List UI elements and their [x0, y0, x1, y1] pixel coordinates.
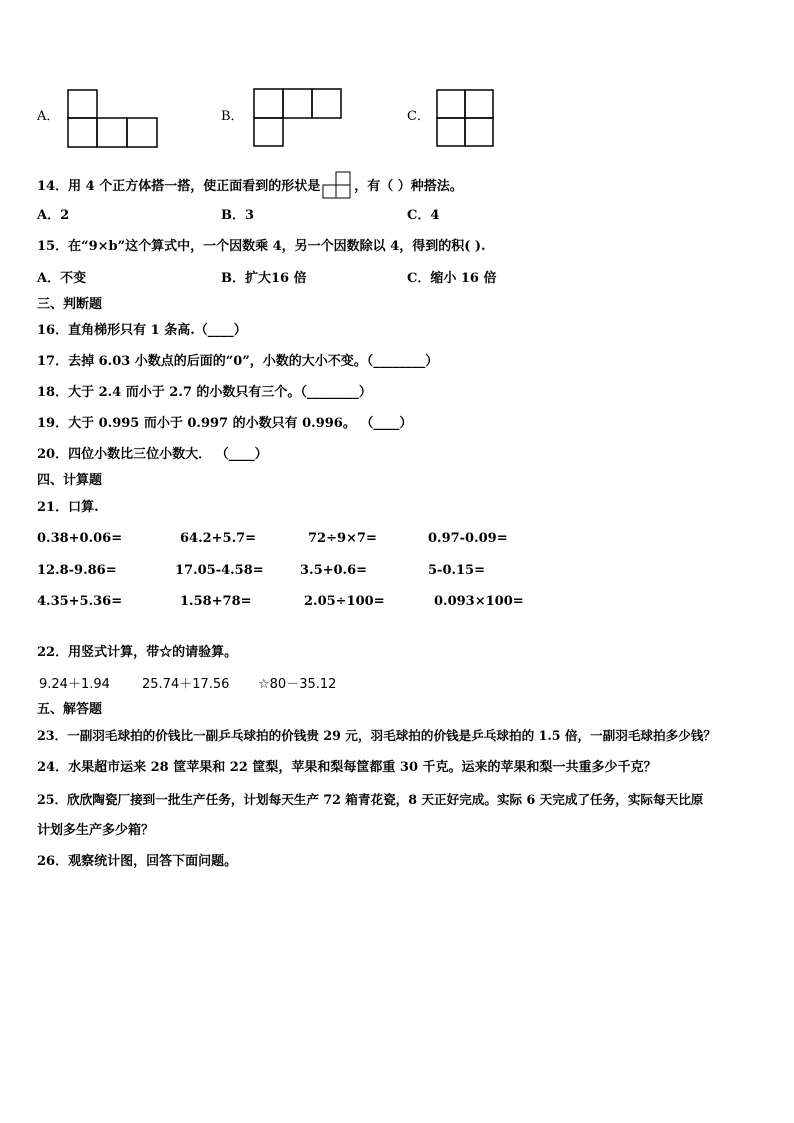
q14-option-b: B．3 — [221, 208, 255, 223]
question-19: 19．大于 0.995 而小于 0.997 的小数只有 0.996。 （____） — [37, 416, 413, 431]
calc-r2c1: 12.8-9.86= — [37, 563, 117, 578]
vertical-calc-1: 9.24＋1.94 — [39, 677, 110, 692]
question-15: 15．在“9×b”这个算式中，一个因数乘 4，另一个因数除以 4，得到的积( ). — [37, 239, 486, 254]
calc-r1c2: 64.2+5.7= — [180, 531, 257, 546]
option-c-label: C． — [407, 109, 430, 124]
question-17: 17．去掉 6.03 小数点的后面的“0”，小数的大小不变。（________） — [37, 354, 439, 369]
vertical-calc-2: 25.74＋17.56 — [142, 677, 230, 692]
question-18: 18．大于 2.4 而小于 2.7 的小数只有三个。（________） — [37, 385, 372, 400]
question-25-continued: 计划多生产多少箱？ — [37, 823, 155, 838]
question-20: 20．四位小数比三位小数大． （____） — [37, 447, 268, 462]
question-23: 23．一副羽毛球拍的价钱比一副乒乓球拍的价钱贵 29 元，羽毛球拍的价钱是乒乓球拍的 1.5 倍，一副羽毛球拍多少钱？ — [37, 728, 716, 743]
calc-r2c2: 17.05-4.58= — [175, 563, 264, 578]
option-a-label: A． — [37, 109, 60, 124]
question-14 — [37, 171, 463, 199]
question-14-stem-end: ，有（ ）种搭法。 — [354, 179, 463, 194]
q14-option-a: A．2 — [37, 208, 70, 223]
q15-option-b: B．扩大16 倍 — [221, 271, 307, 286]
question-21: 21．口算. — [37, 500, 99, 515]
option-b-label: B． — [221, 109, 244, 124]
section-3-heading: 三、判断题 — [37, 297, 103, 312]
calc-r1c4: 0.97-0.09= — [428, 531, 508, 546]
section-5-heading: 五、解答题 — [37, 702, 103, 717]
section-4-heading: 四、计算题 — [37, 473, 103, 488]
question-25: 25．欣欣陶瓷厂接到一批生产任务，计划每天生产 72 箱青花瓷，8 天正好完成。实际 6 天完成了任务，实际每天比原 — [37, 792, 704, 807]
front-view-icon — [322, 171, 352, 199]
calc-r2c4: 5-0.15= — [428, 563, 485, 578]
calc-r3c4: 0.093×100= — [434, 594, 524, 609]
q15-option-a: A．不变 — [37, 271, 87, 286]
q14-option-c: C．4 — [407, 208, 440, 223]
question-14-stem: 14．用 4 个正方体搭一搭，使正面看到的形状是 — [37, 179, 321, 194]
calc-r3c3: 2.05÷100= — [304, 594, 385, 609]
q15-option-c: C．缩小 16 倍 — [407, 271, 497, 286]
calc-r1c3: 72÷9×7= — [308, 531, 377, 546]
question-26: 26．观察统计图，回答下面问题。 — [37, 854, 238, 869]
option-c-figure — [436, 89, 494, 148]
calc-r3c1: 4.35+5.36= — [37, 594, 123, 609]
question-16: 16．直角梯形只有 1 条高.（____） — [37, 323, 247, 338]
question-24: 24．水果超市运来 28 筐苹果和 22 筐梨，苹果和梨每筐都重 30 千克。运来的苹果和梨一共重多少千克？ — [37, 760, 657, 775]
vertical-calc-3: ☆80－35.12 — [258, 677, 337, 692]
calc-r2c3: 3.5+0.6= — [300, 563, 368, 578]
option-b-figure — [253, 88, 343, 148]
calc-r3c2: 1.58+78= — [180, 594, 252, 609]
calc-r1c1: 0.38+0.06= — [37, 531, 123, 546]
question-22: 22．用竖式计算，带☆的请验算。 — [37, 645, 238, 660]
option-a-figure — [67, 89, 159, 149]
